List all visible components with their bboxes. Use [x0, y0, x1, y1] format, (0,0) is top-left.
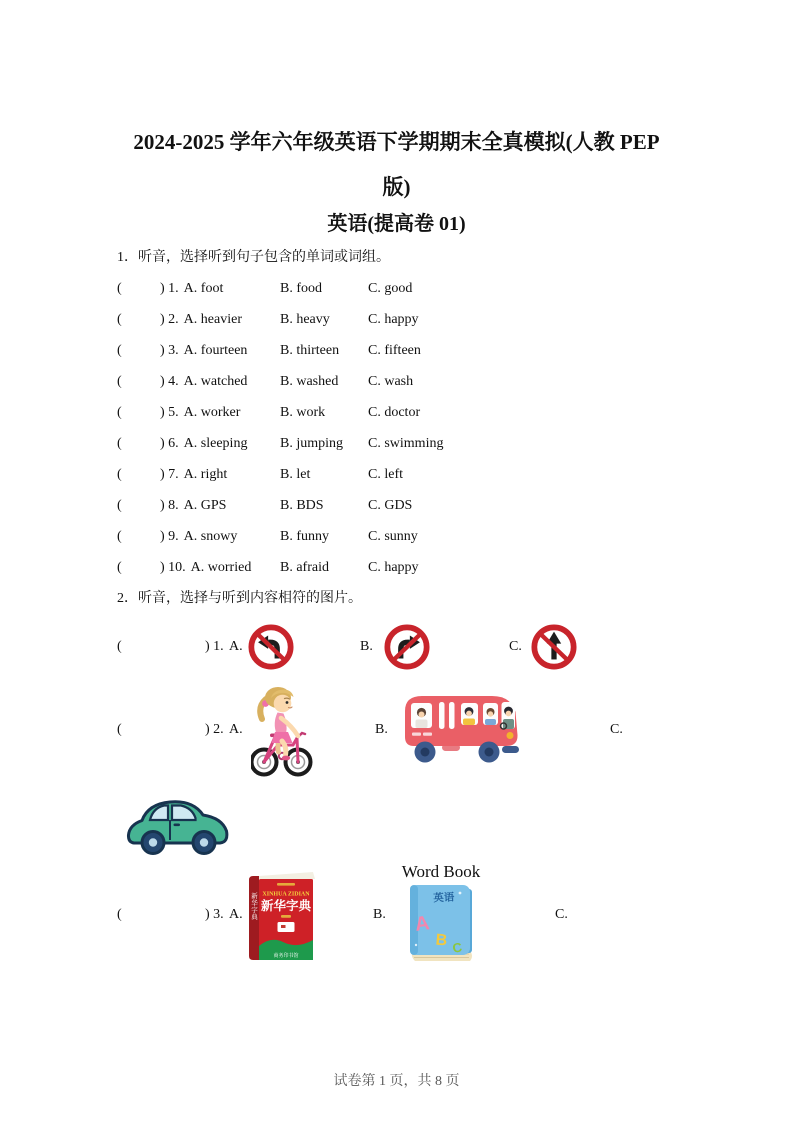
word-book-image: [395, 862, 487, 972]
option-c: C. happy: [368, 559, 419, 575]
question-row-4: [117, 366, 733, 397]
girl-riding-bicycle-image: [251, 682, 313, 778]
option-a: A. worried: [190, 559, 252, 575]
option-b-label: B.: [375, 722, 388, 737]
bus-image: [398, 691, 525, 769]
option-a: A. fourteen: [183, 342, 248, 358]
doc-title-line2: 版): [382, 175, 411, 199]
option-b: B. work: [280, 404, 326, 420]
option-c: C. good: [368, 280, 413, 296]
answer-blank: (: [117, 559, 122, 575]
question-row-5: [117, 397, 733, 428]
no-go-straight-sign-icon: [531, 624, 577, 670]
answer-blank: (: [117, 280, 122, 296]
question-number: ) 3.: [160, 342, 179, 358]
option-b: B. food: [280, 280, 322, 296]
question-row-6: [117, 428, 733, 459]
option-a: A. right: [183, 466, 228, 482]
option-c: C. wash: [368, 373, 414, 389]
word-book-cover-title: 英语: [433, 891, 455, 905]
question-number: ) 3.: [205, 907, 224, 922]
answer-blank: (: [117, 722, 122, 737]
question-number: ) 1.: [160, 280, 179, 296]
answer-blank: (: [117, 311, 122, 327]
option-a: A. heavier: [183, 311, 242, 327]
option-c: C. swimming: [368, 435, 444, 451]
option-a: A. foot: [183, 280, 224, 296]
option-b-label: B.: [373, 907, 386, 922]
option-b: B. heavy: [280, 311, 330, 327]
option-b: B. funny: [280, 528, 329, 544]
xinhua-dictionary-image: [245, 870, 319, 962]
section2-heading: 2．听音，选择与听到内容相符的图片。: [117, 591, 362, 606]
option-b: B. jumping: [280, 435, 344, 451]
answer-blank: (: [117, 466, 122, 482]
option-b-label: B.: [360, 639, 373, 654]
question-number: ) 7.: [160, 466, 179, 482]
option-c-label: C.: [555, 907, 568, 922]
section1-listening-words: [117, 242, 733, 614]
option-a: A. snowy: [183, 528, 238, 544]
doc-title-line1: 2024-2025 学年六年级英语下学期期末全真模拟(人教 PEP: [133, 130, 660, 154]
option-a-label: A.: [229, 722, 243, 737]
option-a: A. watched: [183, 373, 248, 389]
option-c: C. fifteen: [368, 342, 421, 358]
question-row-10: [117, 552, 733, 583]
question-number: ) 6.: [160, 435, 179, 451]
option-b: B. BDS: [280, 497, 324, 513]
option-c: C. left: [368, 466, 403, 482]
option-c: C. GDS: [368, 497, 413, 513]
dictionary-spine-text: 新华字典: [251, 893, 258, 921]
option-c: C. happy: [368, 311, 419, 327]
option-a-label: A.: [229, 639, 243, 654]
question-number: ) 2.: [160, 311, 179, 327]
dictionary-pinyin-text: XINHUA ZIDIAN: [262, 891, 310, 898]
question-number: ) 1.: [205, 639, 224, 654]
option-c: C. doctor: [368, 404, 421, 420]
option-c-label: C.: [509, 639, 522, 654]
option-b: B. thirteen: [280, 342, 340, 358]
option-b: B. afraid: [280, 559, 329, 575]
answer-blank: (: [117, 528, 122, 544]
question-row-3: [117, 335, 733, 366]
question-row-1: [117, 273, 733, 304]
question-number: ) 5.: [160, 404, 179, 420]
doc-subtitle: 英语(提高卷 01): [327, 213, 466, 235]
picture-question-3: [0, 862, 793, 968]
answer-blank: (: [117, 639, 122, 654]
question-row-9: [117, 521, 733, 552]
option-c-label: C.: [610, 722, 623, 737]
no-left-turn-sign-icon: [248, 624, 294, 670]
question-number: ) 4.: [160, 373, 179, 389]
option-a-label: A.: [229, 907, 243, 922]
answer-blank: (: [117, 907, 122, 922]
answer-blank: (: [117, 497, 122, 513]
question-number: ) 8.: [160, 497, 179, 513]
question-number: ) 10.: [160, 559, 186, 575]
picture-question-2: [0, 682, 793, 778]
answer-blank: (: [117, 404, 122, 420]
question-row-7: [117, 459, 733, 490]
option-b: B. washed: [280, 373, 339, 389]
question-number: ) 9.: [160, 528, 179, 544]
answer-blank: (: [117, 435, 122, 451]
word-book-letter-a: A: [413, 912, 431, 936]
question-number: ) 2.: [205, 722, 224, 737]
word-book-letter-b: B: [434, 931, 448, 950]
section1-heading: 1．听音，选择听到句子包含的单词或词组。: [117, 250, 390, 265]
dictionary-title-text: 新华字典: [260, 899, 312, 913]
answer-blank: (: [117, 342, 122, 358]
page-footer: 试卷第 1 页，共 8 页: [333, 1074, 460, 1089]
option-a: A. sleeping: [183, 435, 248, 451]
answer-blank: (: [117, 373, 122, 389]
car-image: [125, 792, 235, 856]
option-c: C. sunny: [368, 528, 418, 544]
no-right-turn-sign-icon: [384, 624, 430, 670]
word-book-letter-c: C: [451, 939, 464, 956]
question-row-8: [117, 490, 733, 521]
picture-question-1: [0, 621, 793, 673]
question-row-2: [117, 304, 733, 335]
word-book-caption: Word Book: [401, 862, 481, 881]
dictionary-publisher-text: 商务印书馆: [273, 954, 299, 959]
option-a: A. GPS: [183, 497, 227, 513]
option-b: B. let: [280, 466, 311, 482]
option-a: A. worker: [183, 404, 241, 420]
